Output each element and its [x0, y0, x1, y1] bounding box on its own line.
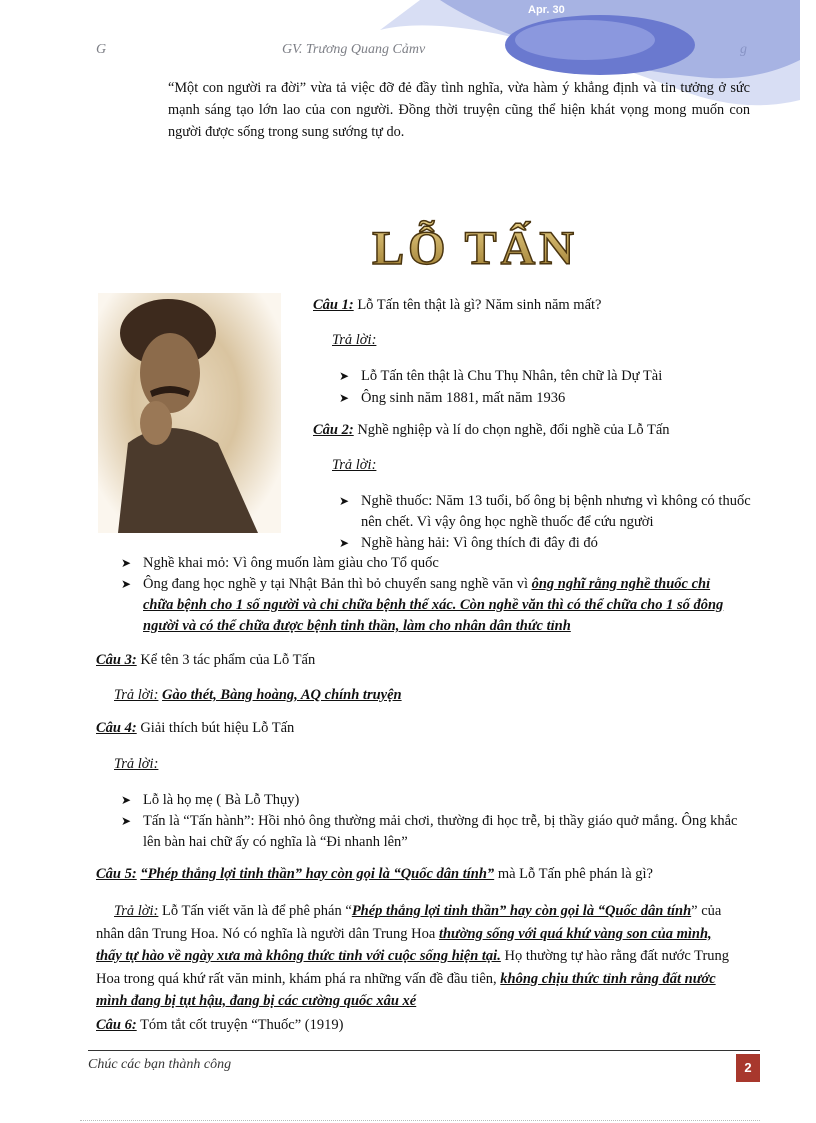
- question-5: Câu 5: “Phép thắng lợi tinh thần” hay còn gọi là “Quốc dân tính” mà Lỗ Tấn phê phán là gì?: [96, 866, 653, 882]
- arrow-bullet-icon: ➤: [121, 577, 132, 591]
- intro-paragraph: “Một con người ra đời” vừa tả việc đỡ đẻ đầy tình nghĩa, vừa hàm ý khẳng định và tin tưởng ở sức mạnh sáng tạo lớn lao của con người. Đồng thời truyện cũng thể hiện khát vọng mong muốn con người được sống trong sung sướng tự do.: [168, 80, 750, 140]
- page-bottom-border: [80, 1120, 760, 1121]
- q4-label: Câu 4:: [96, 720, 137, 736]
- question-3: [96, 652, 315, 669]
- question-1: [313, 297, 601, 314]
- page-number: 2: [736, 1054, 760, 1082]
- arrow-bullet-icon: ➤: [121, 793, 132, 807]
- q4-text: Giải thích bút hiệu Lỗ Tấn: [140, 720, 295, 736]
- question-6: [96, 1017, 343, 1034]
- q2-bullet-2: ➤ Nghề hàng hải: Vì ông thích đi đây đi đó: [361, 533, 598, 554]
- arrow-bullet-icon: ➤: [339, 536, 350, 550]
- q1-text: Lỗ Tấn tên thật là gì? Năm sinh năm mất?: [357, 297, 602, 313]
- arrow-bullet-icon: ➤: [339, 494, 350, 508]
- q2-bullet-1: ➤ Nghề thuốc: Năm 13 tuổi, bố ông bị bệnh nhưng vì không có thuốc nên chết. Vì vậy ông học nghề thuốc để cứu người: [339, 493, 751, 530]
- q2-bullet-4: ➤ Ông đang học nghề y tại Nhật Bản thì bỏ chuyển sang nghề văn vì ông nghĩ rằng nghề thuốc chỉ chữa bệnh cho 1 số người và chỉ chữa bệnh thể xác. Còn nghề văn thì có thể chữa cho 1 số đông người và có thể chữa được bệnh tinh thần, làm cho nhân dân thức tỉnh: [121, 576, 724, 634]
- title-wordart: [340, 218, 610, 274]
- q4-bullet-2: ➤ Tấn là “Tấn hành”: Hồi nhỏ ông thường mải chơi, thường đi học trễ, bị thầy giáo quở mắng. Ông khắc lên bàn hai chữ ấy có nghĩa là “Đi nhanh lên”: [121, 813, 738, 850]
- question-2: [313, 422, 670, 439]
- footer-text: Chúc các bạn thành công: [88, 1057, 232, 1072]
- q1-bullet-2: ➤ Ông sinh năm 1881, mất năm 1936: [361, 388, 565, 409]
- q1-bullet-1: ➤ Lỗ Tấn tên thật là Chu Thụ Nhân, tên chữ là Dự Tài: [361, 366, 662, 387]
- q2-text: Nghề nghiệp và lí do chọn nghề, đổi nghề của Lỗ Tấn: [357, 422, 670, 438]
- header-author: GV. Trương Quang Cảmv: [282, 42, 426, 57]
- q1-answer-label: Trả lời:: [332, 332, 377, 348]
- portrait-photo: [98, 293, 281, 533]
- q6-text: Tóm tắt cốt truyện “Thuốc” (1919): [140, 1017, 344, 1033]
- arrow-bullet-icon: ➤: [339, 369, 350, 383]
- page-title: LỖ TẤN: [372, 222, 578, 274]
- q1-label: Câu 1:: [313, 297, 354, 313]
- arrow-bullet-icon: ➤: [121, 814, 132, 828]
- question-4: [96, 720, 294, 737]
- arrow-bullet-icon: ➤: [339, 391, 350, 405]
- arrow-bullet-icon: ➤: [121, 556, 132, 570]
- q5-answer: Trả lời: Lỗ Tấn viết văn là để phê phán “Phép thắng lợi tinh thần” hay còn gọi là “Quốc dân tính” của nhân dân Trung Hoa. Nó có nghĩa là người dân Trung Hoa thường sống với quá khứ vàng son của mình, thấy tự hào về ngày xưa mà không thức tỉnh với cuộc sống hiện tại. Họ thường tự hào rằng đất nước Trung Hoa trong quá khứ rất văn minh, khám phá ra những vấn đề đầu tiên, không chịu thức tỉnh rằng đất nước mình đang bị tụt hậu, đang bị các cường quốc xâu xé: [96, 903, 730, 1009]
- q3-answer: Trả lời: Gào thét, Bàng hoàng, AQ chính truyện: [114, 687, 402, 703]
- q2-answer-label: Trả lời:: [332, 457, 377, 473]
- q3-text: Kể tên 3 tác phẩm của Lỗ Tấn: [140, 652, 316, 668]
- q2-bullet-3: ➤ Nghề khai mỏ: Vì ông muốn làm giàu cho Tổ quốc: [143, 553, 439, 574]
- footer-divider: [88, 1050, 760, 1051]
- header-left-letter: G: [96, 42, 107, 57]
- q4-answer-label: Trả lời:: [114, 756, 159, 772]
- q2-label: Câu 2:: [313, 422, 354, 438]
- q4-bullet-1: ➤ Lỗ là họ mẹ ( Bà Lỗ Thụy): [143, 790, 299, 811]
- date-badge: Apr. 30: [528, 4, 565, 16]
- q3-label: Câu 3:: [96, 652, 137, 668]
- q6-label: Câu 6:: [96, 1017, 137, 1033]
- q5-label: Câu 5:: [96, 866, 137, 882]
